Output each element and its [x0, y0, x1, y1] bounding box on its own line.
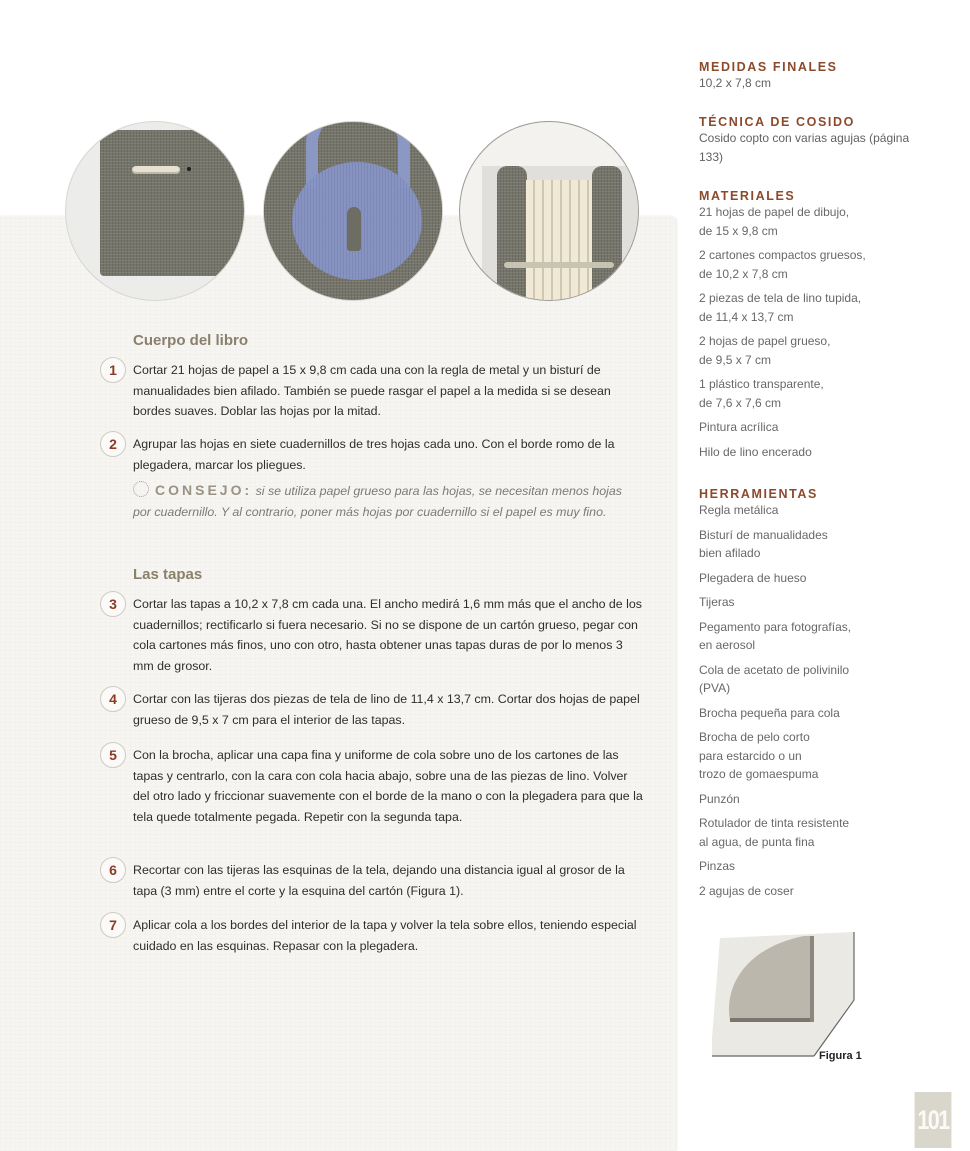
punched-hole [187, 167, 191, 171]
figure-1-illustration [704, 928, 864, 1068]
sidebar-medidas [699, 60, 949, 93]
tip-label: CONSEJO: [155, 482, 253, 498]
step-item [100, 689, 645, 730]
cover-right [592, 166, 622, 300]
step-text: Agrupar las hojas en siete cuadernillos de tres hojas cada uno. Con el borde romo de la plegadera, marcar los pliegues. [133, 437, 615, 472]
keyhole-icon [347, 207, 361, 251]
photo-linen-cover-stitch [66, 122, 244, 300]
sidebar-heading: MATERIALES [699, 189, 796, 203]
step-text: Cortar con las tijeras dos piezas de tela de lino de 11,4 x 13,7 cm. Cortar dos hojas de papel grueso de 9,5 x 7 cm para el interior de las tapas. [133, 692, 640, 727]
list-item: Pinzas [699, 859, 736, 873]
signatures-stack [526, 180, 592, 300]
sidebar-value: 10,2 x 7,8 cm [699, 76, 772, 90]
step-text: Aplicar cola a los bordes del interior de la tapa y volver la tela sobre ellos, teniendo especial cuidado en las esquinas. Repasar con la plegadera. [133, 918, 637, 953]
photo-lock-painted-linen [264, 122, 442, 300]
step-text: Recortar con las tijeras las esquinas de la tela, dejando una distancia igual al grosor de la tapa (3 mm) entre el corte y la esquina del cartón (Figura 1). [133, 863, 625, 898]
list-item: Brocha pequeña para cola [699, 705, 840, 720]
thread-stitch [132, 166, 180, 174]
coptic-thread [504, 262, 614, 268]
list-item: 2 agujas de coser [699, 883, 794, 898]
step-item [100, 915, 645, 956]
list-item: Brocha de pelo corto para estarcido o un trozo de gomaespuma [699, 730, 819, 781]
list-item: 1 plástico transparente, de 7,6 x 7,6 cm [699, 377, 824, 410]
cardboard-side [810, 936, 814, 1022]
sidebar-materiales [699, 189, 949, 461]
list-item: 2 cartones compactos gruesos, de 10,2 x 7,8 cm [699, 248, 866, 281]
materials-list [699, 203, 949, 461]
sidebar-heading: TÉCNICA DE COSIDO [699, 115, 855, 129]
step-item [100, 434, 645, 475]
step-text: Con la brocha, aplicar una capa fina y uniforme de cola sobre uno de los cartones de las tapas y centrarlo, con la cara con cola hacia abajo, sobre una de las piezas de lino. Volver del otro lado y friccionar suavemente con el borde de la mano o con la plegadera para que la tela quede totalmente pegada. Repetir con la segunda tapa. [133, 748, 643, 824]
cover-left [497, 166, 527, 300]
tip-box [133, 480, 643, 522]
list-item: 21 hojas de papel de dibujo, de 15 x 9,8 cm [699, 205, 850, 238]
step-item [100, 594, 645, 676]
sidebar-tecnica [699, 115, 924, 166]
list-item: Hilo de lino encerado [699, 444, 812, 459]
tip-text: si se utiliza papel grueso para las hojas, se necesitan menos hojas por cuadernillo. Y al contrario, poner más hojas por cuadernillo si el papel es muy fino. [133, 484, 623, 519]
step-number: 7 [100, 912, 126, 938]
list-item: Pintura acrílica [699, 420, 779, 434]
list-item: 2 piezas de tela de lino tupida, de 11,4 x 13,7 cm [699, 291, 862, 324]
sidebar-heading: MEDIDAS FINALES [699, 60, 838, 74]
step-item [100, 360, 645, 422]
step-number: 2 [100, 431, 126, 457]
step-number: 3 [100, 591, 126, 617]
section-title-cuerpo: Cuerpo del libro [133, 332, 249, 349]
list-item: Plegadera de hueso [699, 570, 807, 585]
step-number: 5 [100, 742, 126, 768]
page-number: 101 [915, 1092, 952, 1148]
photo-coptic-spine [460, 122, 638, 300]
sidebar-herramientas [699, 487, 949, 900]
sidebar-heading: HERRAMIENTAS [699, 487, 818, 501]
cardboard-thickness [730, 1018, 814, 1022]
list-item: Pegamento para fotografías, en aerosol [699, 619, 852, 652]
linen-board [100, 130, 244, 276]
step-text: Cortar 21 hojas de papel a 15 x 9,8 cm cada una con la regla de metal y un bisturí de manualidades bien afilado. También se puede rasgar el papel a la medida si se desean bordes suaves. Doblar las hojas por la mitad. [133, 363, 611, 418]
tools-list [699, 501, 949, 900]
step-number: 6 [100, 857, 126, 883]
paper-panel [0, 216, 676, 1151]
section-title-tapas: Las tapas [133, 566, 203, 583]
list-item: Regla metálica [699, 503, 779, 517]
list-item: Tijeras [699, 595, 735, 609]
list-item: Punzón [699, 791, 740, 806]
sidebar-value: Cosido copto con varias agujas (página 133) [699, 131, 910, 164]
flower-icon [133, 481, 149, 497]
step-number: 4 [100, 686, 126, 712]
list-item: Rotulador de tinta resistente al agua, de punta fina [699, 816, 850, 849]
step-text: Cortar las tapas a 10,2 x 7,8 cm cada una. El ancho medirá 1,6 mm más que el ancho de los cuadernillos; rectificarlo si fuera necesario. Si no se dispone de un cartón grueso, pegar con cola cartones más finos, uno con otro, hasta obtener unas tapas duras de por lo menos 3 mm de grosor. [133, 597, 642, 673]
list-item: Bisturí de manualidades bien afilado [699, 527, 828, 560]
step-item [100, 860, 645, 901]
list-item: 2 hojas de papel grueso, de 9,5 x 7 cm [699, 334, 831, 367]
step-number: 1 [100, 357, 126, 383]
step-item [100, 745, 645, 827]
list-item: Cola de acetato de polivinilo (PVA) [699, 662, 850, 695]
figure-caption: Figura 1 [819, 1050, 862, 1062]
